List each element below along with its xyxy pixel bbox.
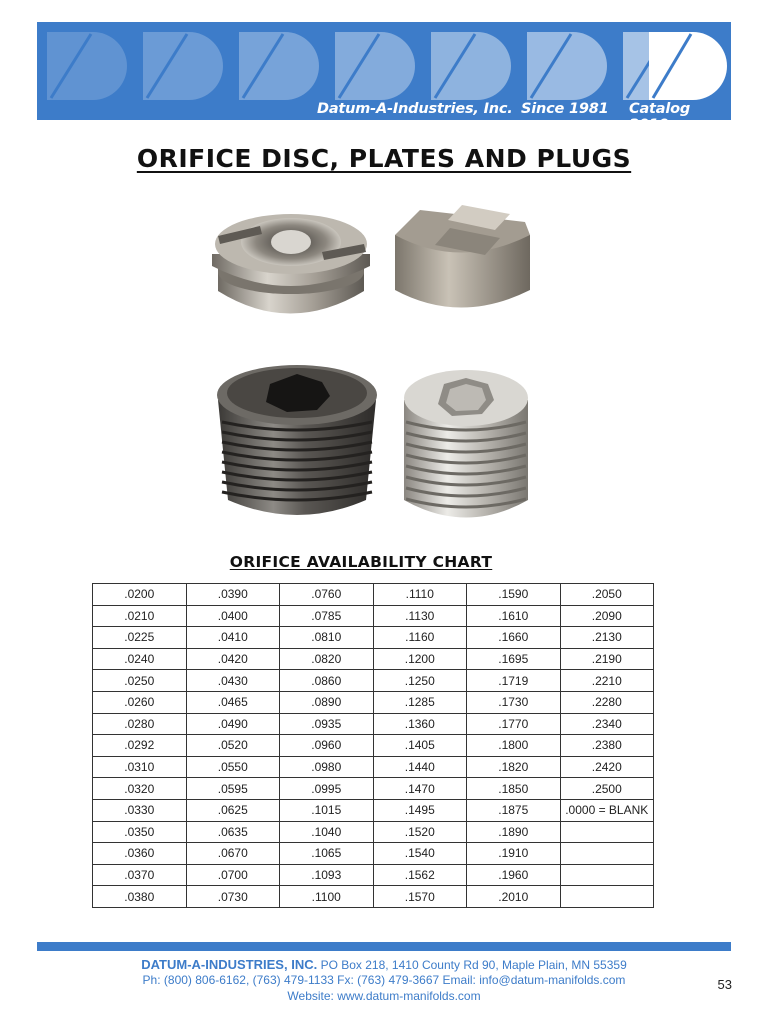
- table-cell: .1130: [373, 605, 467, 627]
- table-cell: .0465: [186, 691, 280, 713]
- table-cell: .1590: [467, 584, 561, 606]
- table-cell: .1093: [280, 864, 374, 886]
- table-cell: .1110: [373, 584, 467, 606]
- table-cell: .1040: [280, 821, 374, 843]
- table-cell: .2090: [560, 605, 654, 627]
- table-cell: .1250: [373, 670, 467, 692]
- orifice-disc-icon: [390, 200, 540, 320]
- table-cell: .0330: [93, 799, 187, 821]
- table-cell: .0370: [93, 864, 187, 886]
- table-cell: .2420: [560, 756, 654, 778]
- table-cell: [560, 864, 654, 886]
- table-cell: .0960: [280, 735, 374, 757]
- table-cell: .1820: [467, 756, 561, 778]
- table-cell: .1520: [373, 821, 467, 843]
- footer-website: Website: www.datum-manifolds.com: [287, 989, 481, 1003]
- table-cell: .0785: [280, 605, 374, 627]
- table-cell: .0390: [186, 584, 280, 606]
- table-cell: .2190: [560, 648, 654, 670]
- table-cell: .0730: [186, 886, 280, 908]
- table-cell: .0595: [186, 778, 280, 800]
- table-cell: .0225: [93, 627, 187, 649]
- table-cell: .0700: [186, 864, 280, 886]
- table-row: [93, 886, 654, 908]
- table-row: [93, 821, 654, 843]
- table-cell: .2130: [560, 627, 654, 649]
- table-cell: .1960: [467, 864, 561, 886]
- footer-company: DATUM-A-INDUSTRIES, INC.: [141, 957, 318, 972]
- page-number: 53: [717, 977, 732, 992]
- table-cell: .1770: [467, 713, 561, 735]
- table-row: [93, 691, 654, 713]
- footer-address-line: [37, 957, 731, 972]
- table-cell: .1065: [280, 843, 374, 865]
- set-screw-plug-icon: [396, 360, 536, 525]
- table-cell: .0410: [186, 627, 280, 649]
- table-cell: .0810: [280, 627, 374, 649]
- table-cell: .0000 = BLANK: [560, 799, 654, 821]
- table-cell: .0980: [280, 756, 374, 778]
- table-cell: .0760: [280, 584, 374, 606]
- chart-title: ORIFICE AVAILABILITY CHART: [229, 553, 493, 571]
- table-cell: .1562: [373, 864, 467, 886]
- table-cell: .1910: [467, 843, 561, 865]
- table-row: [93, 735, 654, 757]
- header-banner: [37, 22, 731, 133]
- table-cell: .0240: [93, 648, 187, 670]
- table-cell: .1850: [467, 778, 561, 800]
- table-cell: .0210: [93, 605, 187, 627]
- table-cell: .0550: [186, 756, 280, 778]
- table-row: [93, 627, 654, 649]
- table-cell: .0490: [186, 713, 280, 735]
- table-row: [93, 670, 654, 692]
- table-row: [93, 778, 654, 800]
- table-cell: .1100: [280, 886, 374, 908]
- table-cell: .1015: [280, 799, 374, 821]
- table-cell: .0400: [186, 605, 280, 627]
- table-row: [93, 584, 654, 606]
- table-cell: [560, 843, 654, 865]
- table-cell: .1405: [373, 735, 467, 757]
- table-cell: .0260: [93, 691, 187, 713]
- table-cell: .1730: [467, 691, 561, 713]
- table-cell: .0935: [280, 713, 374, 735]
- table-cell: .2500: [560, 778, 654, 800]
- table-cell: .1719: [467, 670, 561, 692]
- table-row: [93, 864, 654, 886]
- table-cell: .0200: [93, 584, 187, 606]
- table-cell: .1495: [373, 799, 467, 821]
- table-cell: .0292: [93, 735, 187, 757]
- table-cell: .0625: [186, 799, 280, 821]
- table-cell: .0320: [93, 778, 187, 800]
- page-title: ORIFICE DISC, PLATES AND PLUGS: [136, 144, 632, 173]
- table-cell: .0250: [93, 670, 187, 692]
- table-cell: .0890: [280, 691, 374, 713]
- table-row: [93, 605, 654, 627]
- orifice-availability-table: [92, 583, 654, 908]
- table-row: [93, 843, 654, 865]
- footer-contact: Ph: (800) 806-6162, (763) 479-1133 Fx: (763) 479-3667 Email: info@datum-manifolds.com: [142, 973, 626, 987]
- table-cell: .1470: [373, 778, 467, 800]
- table-row: [93, 799, 654, 821]
- table-cell: .0670: [186, 843, 280, 865]
- table-cell: .2380: [560, 735, 654, 757]
- table-cell: .1570: [373, 886, 467, 908]
- table-cell: .0310: [93, 756, 187, 778]
- table-cell: [560, 821, 654, 843]
- banner-company: Datum-A-Industries, Inc.: [317, 101, 513, 117]
- table-row: [93, 756, 654, 778]
- table-cell: .1200: [373, 648, 467, 670]
- table-row: [93, 648, 654, 670]
- table-cell: .0635: [186, 821, 280, 843]
- table-cell: .1890: [467, 821, 561, 843]
- table-cell: .1875: [467, 799, 561, 821]
- table-cell: .0360: [93, 843, 187, 865]
- table-cell: .0820: [280, 648, 374, 670]
- table-cell: .1540: [373, 843, 467, 865]
- table-cell: .2010: [467, 886, 561, 908]
- table-cell: [560, 886, 654, 908]
- table-cell: .2280: [560, 691, 654, 713]
- logo-main-shape: [649, 32, 727, 100]
- table-cell: .2340: [560, 713, 654, 735]
- slotted-orifice-plug-icon: [200, 196, 380, 336]
- footer-bar: [37, 942, 731, 951]
- table-cell: .1360: [373, 713, 467, 735]
- table-cell: .0350: [93, 821, 187, 843]
- table-cell: .1660: [467, 627, 561, 649]
- table-cell: .0280: [93, 713, 187, 735]
- table-cell: .0860: [280, 670, 374, 692]
- table-row: [93, 713, 654, 735]
- banner-since: Since 1981: [521, 101, 609, 117]
- table-cell: .1285: [373, 691, 467, 713]
- banner-catalog: Catalog 2010: [629, 101, 691, 133]
- table-cell: .1440: [373, 756, 467, 778]
- table-cell: .0420: [186, 648, 280, 670]
- table-cell: .0995: [280, 778, 374, 800]
- footer-address: PO Box 218, 1410 County Rd 90, Maple Plain, MN 55359: [320, 958, 627, 972]
- table-cell: .1695: [467, 648, 561, 670]
- table-cell: .0430: [186, 670, 280, 692]
- pipe-plug-icon: [212, 360, 382, 520]
- table-cell: .2050: [560, 584, 654, 606]
- table-cell: .1610: [467, 605, 561, 627]
- table-cell: .1800: [467, 735, 561, 757]
- table-cell: .0380: [93, 886, 187, 908]
- table-cell: .1160: [373, 627, 467, 649]
- table-cell: .2210: [560, 670, 654, 692]
- table-cell: .0520: [186, 735, 280, 757]
